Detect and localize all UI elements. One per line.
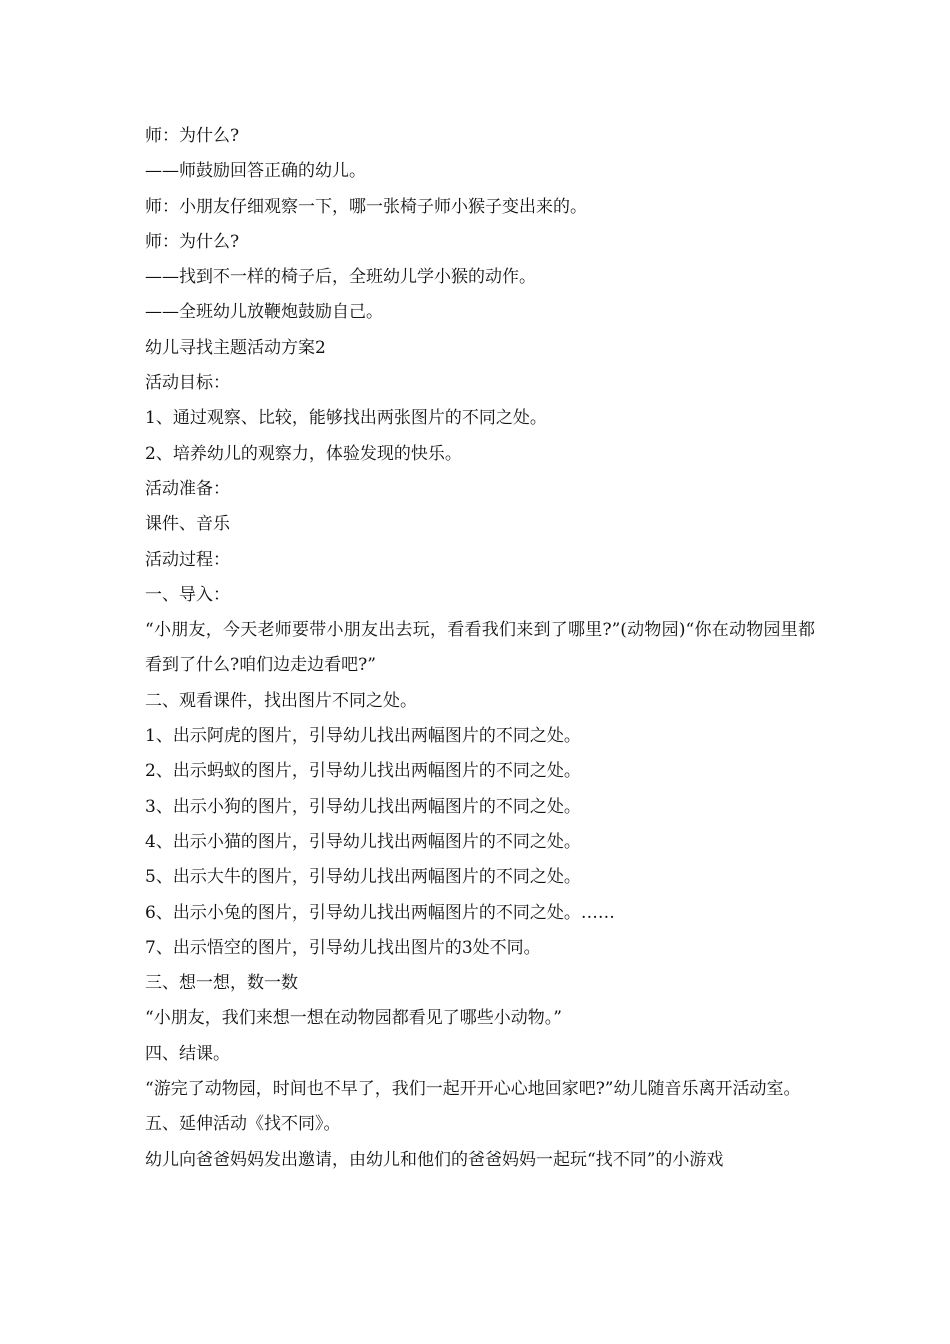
text-line: 活动准备： <box>145 478 230 499</box>
text-line: 一、导入： <box>145 584 230 605</box>
text-paragraph: “小朋友，今天老师要带小朋友出去玩，看看我们来到了哪里?”(动物园)“你在动物园里都看到了什么?咱们边走边看吧?” <box>145 620 815 676</box>
text-line: 2、培养幼儿的观察力，体验发现的快乐。 <box>145 443 462 464</box>
text-line: 1、出示阿虎的图片，引导幼儿找出两幅图片的不同之处。 <box>145 726 581 747</box>
text-paragraph: 幼儿向爸爸妈妈发出邀请，由幼儿和他们的爸爸妈妈一起玩“找不同”的小游戏 <box>145 1149 724 1170</box>
text-line: 3、出示小狗的图片，引导幼儿找出两幅图片的不同之处。 <box>145 796 581 817</box>
text-line: ——找到不一样的椅子后，全班幼儿学小猴的动作。 <box>145 267 536 288</box>
text-line: 师：小朋友仔细观察一下，哪一张椅子师小猴子变出来的。 <box>145 196 587 217</box>
text-line: “小朋友，我们来想一想在动物园都看见了哪些小动物。” <box>145 1008 562 1029</box>
text-line: 四、结课。 <box>145 1043 230 1064</box>
text-line: 三、想一想，数一数 <box>145 973 298 994</box>
text-line: 课件、音乐 <box>145 514 230 535</box>
document-body <box>145 119 815 1178</box>
text-line: 2、出示蚂蚁的图片，引导幼儿找出两幅图片的不同之处。 <box>145 761 581 782</box>
text-line: 7、出示悟空的图片，引导幼儿找出图片的3处不同。 <box>145 937 541 958</box>
text-line: 5、出示大牛的图片，引导幼儿找出两幅图片的不同之处。 <box>145 867 581 888</box>
text-line: ——全班幼儿放鞭炮鼓励自己。 <box>145 302 383 323</box>
text-line: ——师鼓励回答正确的幼儿。 <box>145 161 366 182</box>
text-line: 活动过程： <box>145 549 230 570</box>
text-line: 师：为什么? <box>145 126 240 146</box>
text-line: 师：为什么? <box>145 231 240 252</box>
text-line: 二、观看课件，找出图片不同之处。 <box>145 690 417 711</box>
text-line: 4、出示小猫的图片，引导幼儿找出两幅图片的不同之处。 <box>145 831 581 852</box>
text-line: 6、出示小兔的图片，引导幼儿找出两幅图片的不同之处。…… <box>145 902 615 923</box>
section-heading: 幼儿寻找主题活动方案2 <box>145 337 326 358</box>
text-paragraph: “游完了动物园，时间也不早了，我们一起开开心心地回家吧?”幼儿随音乐离开活动室。 <box>145 1079 801 1100</box>
text-line: 五、延伸活动《找不同》。 <box>145 1114 341 1135</box>
text-line: 活动目标： <box>145 373 230 394</box>
text-line: 1、通过观察、比较，能够找出两张图片的不同之处。 <box>145 408 547 429</box>
